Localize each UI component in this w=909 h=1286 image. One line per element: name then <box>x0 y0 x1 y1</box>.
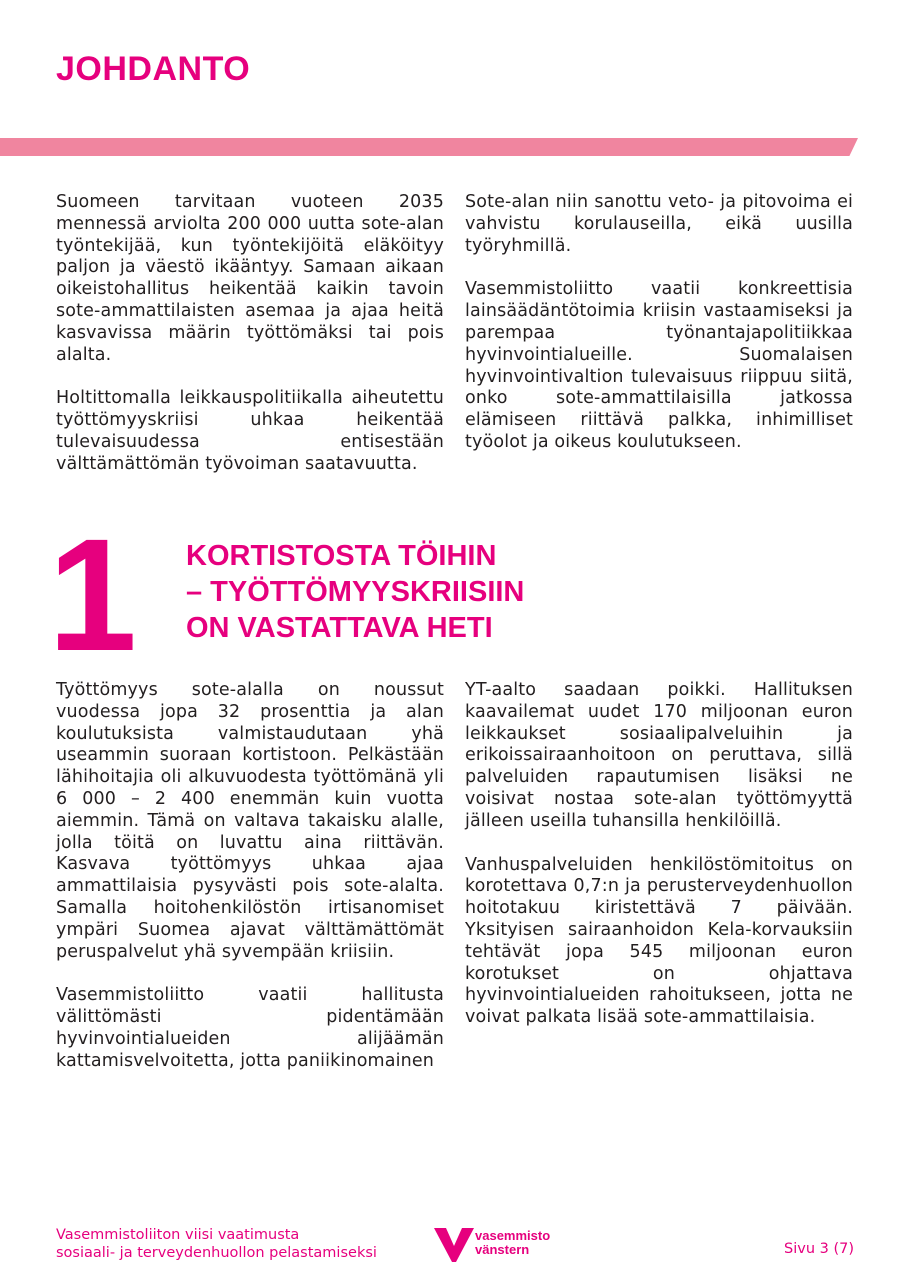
section-number: 1 <box>48 505 133 684</box>
paragraph: Vasemmistoliitto vaatii hallitusta välittömästi pidentämään hyvinvointialueiden alijäämän kattamisvelvoitetta, jotta paniikinomainen <box>56 985 444 1071</box>
footer-publication-title <box>56 1226 377 1262</box>
paragraph: Holtittomalla leikkauspolitiikalla aiheutettu työttömyyskriisi uhkaa heikentää tulevaisuudessa entisestään välttämättömän työvoiman saatavuutta. <box>56 388 444 474</box>
section-title-line: – TYÖTTÖMYYSKRIISIIN <box>186 576 525 608</box>
intro-right-column <box>465 192 853 476</box>
footer-line: sosiaali- ja terveydenhuollon pelastamiseksi <box>56 1245 377 1261</box>
paragraph: Vasemmistoliitto vaatii konkreettisia lainsäädäntötoimia kriisin vastaamiseksi ja parempaa työnantajapolitiikkaa hyvinvointialueille. Suomalaisen hyvinvointivaltion tulevaisuus riippuu siitä, onko sote-ammattilaisilla jatkossa elämiseen riittävä palkka, inhimilliset työolot ja oikeus koulutukseen. <box>465 279 853 452</box>
page-number: Sivu 3 (7) <box>784 1241 854 1257</box>
footer-line: Vasemmistoliiton viisi vaatimusta <box>56 1227 300 1243</box>
section-title-line: ON VASTATTAVA HETI <box>186 612 493 644</box>
section-title-line: KORTISTOSTA TÖIHIN <box>186 540 497 572</box>
paragraph: Työttömyys sote-alalla on noussut vuodessa jopa 32 prosenttia ja alan koulutuksista valmistaudutaan yhä useammin suoraan kortistoon. Pelkästään lähihoitajia oli alkuvuodesta työttömänä yli 6 000 – 2 400 enemmän kuin vuotta aiemmin. Tämä on valtava takaisku alalle, jolla töitä on luvattu aina riittävän. Kasvava työttömyys uhkaa ajaa ammattilaisia pysyvästi pois sote-alalta. Samalla hoitohenkilöstön irtisanomiset ympäri Suomea ajavat välttämättömät peruspalvelut yhä syvempään kriisiin. <box>56 680 444 962</box>
paragraph: YT-aalto saadaan poikki. Hallituksen kaavailemat uudet 170 miljoonan euron leikkaukset sosiaalipalveluihin ja erikoissairaanhoitoon on peruttava, sillä palveluiden rapautumisen lisäksi ne voisivat nostaa sote-alan työttömyyttä jälleen useilla tuhansilla henkilöillä. <box>465 680 853 831</box>
logo-line: vasemmisto <box>475 1228 551 1243</box>
paragraph: Sote-alan niin sanottu veto- ja pitovoima ei vahvistu korulauseilla, eikä uusilla työryhmillä. <box>465 192 853 256</box>
section-right-column <box>465 680 853 1051</box>
decorative-band <box>0 138 858 156</box>
paragraph: Vanhuspalveluiden henkilöstömitoitus on korotettava 0,7:n ja perusterveydenhuollon hoitotakuu kiristettävä 7 päivään. Yksityisen sairaanhoidon Kela-korvauksiin tehtävät jopa 545 miljoonan euron korotukset on ohjattava hyvinvointialueiden rahoitukseen, jotta ne voivat palkata lisää sote-ammattilaisia. <box>465 854 853 1028</box>
paragraph: Suomeen tarvitaan vuoteen 2035 mennessä arviolta 200 000 uutta sote-alan työntekijää, kun työntekijöitä eläköityy paljon ja väestö ikääntyy. Samaan aikaan oikeistohallitus heikentää kaikin tavoin sote-ammattilaisten asemaa ja ajaa heitä kasvavissa määrin työttömäksi tai pois alalta. <box>56 192 444 365</box>
intro-left-column <box>56 192 444 498</box>
logo-line: vänstern <box>475 1242 530 1257</box>
page-heading: JOHDANTO <box>56 50 251 88</box>
section-left-column <box>56 680 444 1095</box>
section-title <box>186 538 786 646</box>
logo-wordmark <box>475 1229 550 1257</box>
